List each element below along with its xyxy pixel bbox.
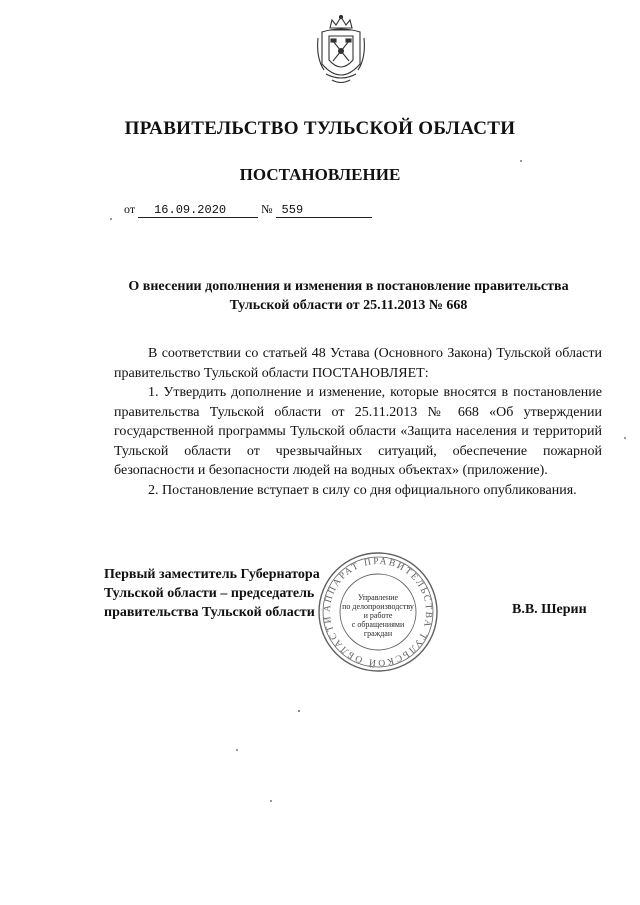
scan-speck	[236, 749, 238, 751]
body-paragraph-2: 1. Утвердить дополнение и изменение, которые вносятся в постановление правительства Тульской области от 25.11.2013 № 668 «Об утверждении государственной программы Тульской области «Защита населения и территорий Тульской области от чрезвычайных ситуаций, обеспечение пожарной безопасности и безопасности людей на водных объектах» (приложение).	[114, 385, 602, 478]
subject-line-1: О внесении дополнения и изменения в постановление правительства	[128, 279, 569, 294]
scan-speck	[624, 437, 626, 439]
number-value: 559	[276, 203, 372, 218]
scan-speck	[110, 218, 112, 220]
date-number-line	[124, 202, 372, 218]
signatory-line-2: Тульской области – председатель	[104, 586, 315, 601]
scan-speck	[270, 800, 272, 802]
stamp-line-3: и работе	[363, 611, 393, 620]
signatory-position	[104, 565, 320, 622]
stamp-line-2: по делопроизводству	[342, 602, 414, 611]
stamp-line-4: с обращениями	[351, 620, 405, 629]
document-type: ПОСТАНОВЛЕНИЕ	[239, 165, 401, 184]
date-label: от	[124, 202, 136, 216]
scan-speck	[298, 710, 300, 712]
signatory-name: В.В. Шерин	[512, 602, 587, 617]
signatory-line-1: Первый заместитель Губернатора	[104, 567, 320, 582]
number-label: №	[261, 202, 273, 216]
document-subject	[96, 277, 601, 315]
stamp-inner-text	[338, 593, 418, 638]
government-title: ПРАВИТЕЛЬСТВО ТУЛЬСКОЙ ОБЛАСТИ	[124, 118, 516, 139]
coat-of-arms-icon	[312, 14, 370, 88]
date-value: 16.09.2020	[138, 203, 258, 218]
document-body	[114, 344, 602, 500]
stamp-line-5: граждан	[363, 629, 393, 638]
signatory-line-3: правительства Тульской области	[104, 605, 315, 620]
scan-speck	[520, 160, 522, 162]
body-paragraph-3: 2. Постановление вступает в силу со дня официального опубликования.	[148, 482, 577, 498]
body-paragraph-1: В соответствии со статьей 48 Устава (Основного Закона) Тульской области правительство Тульской области ПОСТАНОВЛЯЕТ:	[114, 346, 602, 381]
stamp-line-1: Управление	[357, 593, 399, 602]
stamp-ring-text: АППАРАТ ПРАВИТЕЛЬСТВА ТУЛЬСКОЙ ОБЛАСТИ	[322, 556, 434, 668]
subject-line-2: Тульской области от 25.11.2013 № 668	[229, 298, 468, 313]
